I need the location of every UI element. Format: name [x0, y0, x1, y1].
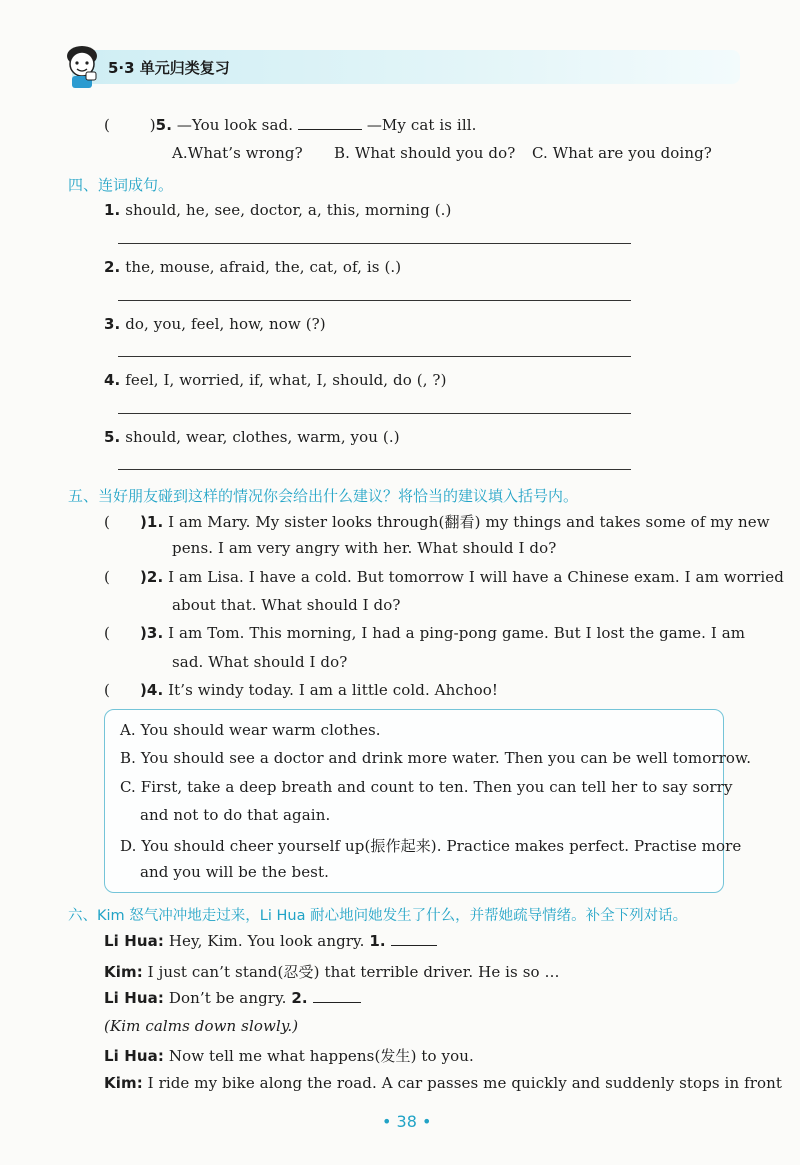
q5-prompt: —You look sad. [176, 116, 294, 134]
answer-line[interactable] [118, 413, 631, 414]
dialogue-line-3: Li Hua: Don’t be angry. 2. [104, 989, 361, 1007]
section6-title: 六、Kim 怒气冲冲地走过来，Li Hua 耐心地问她发生了什么，并帮她疏导情绪。补全下列对话。 [68, 908, 688, 924]
answer-line[interactable] [118, 243, 631, 244]
dialogue-blank-2[interactable] [313, 1002, 361, 1003]
q5-line [104, 116, 476, 134]
answer-line[interactable] [118, 356, 631, 357]
s5-item-2: ( )2. I am Lisa. I have a cold. But tomorrow I will have a Chinese exam. I am worried [104, 568, 784, 586]
s4-item-5: 5. should, wear, clothes, warm, you (.) [104, 428, 400, 446]
dialogue-line-6: Kim: I ride my bike along the road. A car passes me quickly and suddenly stops in front [104, 1074, 783, 1092]
answer-line[interactable] [118, 300, 631, 301]
s5-item-3: ( )3. I am Tom. This morning, I had a ping-pong game. But I lost the game. I am [104, 624, 746, 642]
option-c: C. First, take a deep breath and count to ten. Then you can tell her to say sorry [120, 778, 733, 796]
s4-item-1: 1. should, he, see, doctor, a, this, morning (.) [104, 201, 452, 219]
option-c-cont: and not to do that again. [140, 806, 331, 824]
section4-title: 四、连词成句。 [68, 176, 174, 194]
s5-item-2-cont: about that. What should I do? [172, 596, 401, 614]
q5-option-c[interactable]: C. What are you doing? [532, 144, 712, 162]
mascot-icon [62, 42, 102, 90]
dialogue-line-2: Kim: I just can’t stand(忍受) that terrible driver. He is so … [104, 963, 560, 981]
section5-title: 五、当好朋友碰到这样的情况你会给出什么建议？将恰当的建议填入括号内。 [68, 487, 579, 505]
s5-item-1: ( )1. I am Mary. My sister looks through(翻看) my things and takes some of my new [104, 513, 770, 531]
stage-direction: (Kim calms down slowly.) [104, 1017, 299, 1035]
answer-paren-close[interactable]: ) [149, 116, 156, 134]
option-b: B. You should see a doctor and drink more water. Then you can be well tomorrow. [120, 749, 752, 767]
answer-paren-open: ( [104, 116, 110, 134]
page-number: • 38 • [382, 1112, 432, 1131]
s5-item-1-cont: pens. I am very angry with her. What should I do? [172, 539, 557, 557]
dialogue-blank-1[interactable] [391, 945, 437, 946]
s5-item-4: ( )4. It’s windy today. I am a little cold. Ahchoo! [104, 681, 499, 699]
dialogue-line-1: Li Hua: Hey, Kim. You look angry. 1. [104, 932, 437, 950]
option-d: D. You should cheer yourself up(振作起来). Practice makes perfect. Practise more [120, 837, 742, 855]
q5-option-a[interactable]: A.What’s wrong? [172, 144, 303, 162]
q5-option-b[interactable]: B. What should you do? [334, 144, 516, 162]
q5-blank[interactable] [298, 129, 362, 130]
answer-line[interactable] [118, 469, 631, 470]
header-title: 5·3 单元归类复习 [108, 59, 230, 77]
question-number: 5. [155, 116, 172, 134]
s4-item-2: 2. the, mouse, afraid, the, cat, of, is (.) [104, 258, 402, 276]
q5-response: —My cat is ill. [366, 116, 477, 134]
s4-item-3: 3. do, you, feel, how, now (?) [104, 315, 326, 333]
s5-item-3-cont: sad. What should I do? [172, 653, 348, 671]
dialogue-line-5: Li Hua: Now tell me what happens(发生) to you. [104, 1047, 474, 1065]
option-d-cont: and you will be the best. [140, 863, 329, 881]
s4-item-4: 4. feel, I, worried, if, what, I, should, do (, ?) [104, 371, 447, 389]
option-a: A. You should wear warm clothes. [120, 721, 381, 739]
